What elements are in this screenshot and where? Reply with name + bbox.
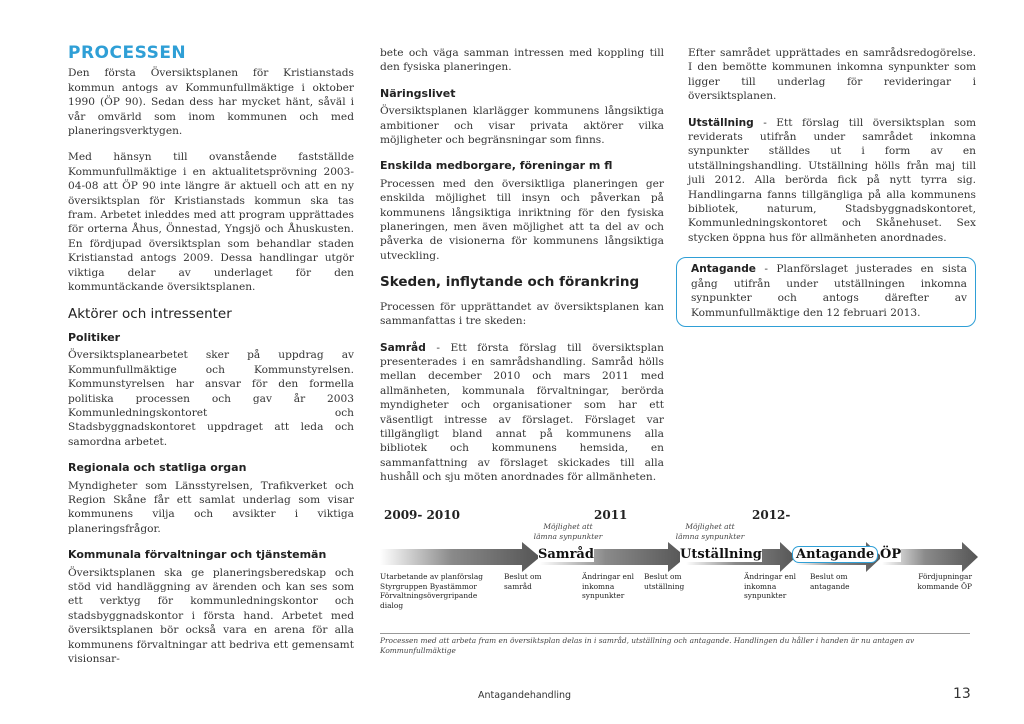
continued-paragraph: bete och väga samman intressen med koppling till den fysiska planeringen. xyxy=(380,47,664,74)
regional-paragraph: Myndigheter som Länsstyrelsen, Trafikverket och Region Skåne får ett samlat underlag som visar kommunens vilja och avsikter i viktiga planeringsfrågor. xyxy=(68,479,354,535)
label-fordjupningar: Fördjupningar kommande ÖP xyxy=(917,572,972,591)
label-beslut-samrad: Beslut om samråd xyxy=(504,572,542,591)
kommunala-heading: Kommunala förvaltningar och tjänstemän xyxy=(68,548,327,562)
utstallning-text: - Ett förslag till översiktsplan som reviderats utifrån under samrådet inkomna synpunkter ställdes ut i form av en utställningshandling. Utställning hölls från maj till juli 2012. Alla berörda fick på nytt tyrra sig. Handlingarna fanns tillgängliga på alla kommunens bibliotek, naturum, Stadsbyggnadskontoret, Kommunledningskontoret och Skånehuset. Sex stycken öppna hus för allmänheten anordnades. xyxy=(688,116,976,244)
arrow-segment-1 xyxy=(380,542,540,572)
antagande-text: - Planförslaget justerades en sista gång utifrån under utställningen inkomna synpunkter och antogs därefter av Kommunfullmäktige den 12 februari 2013. xyxy=(691,263,967,319)
politiker-paragraph: Översiktsplanearbetet sker på uppdrag av Kommunfullmäktige och Kommunstyrelsen. Kommunstyrelsen har ansvar för den formella politiska processen och gav år 2003 Kommunledningskontoret och Stadsbyggnadskontoret uppdraget att leda och samordna arbetet. xyxy=(68,349,354,448)
background-paragraph: Med hänsyn till ovanstående fastställde Kommunfullmäktige i en aktualitetsprövning 2003-04-08 att ÖP 90 inte längre är aktuell och att en ny översiktsplan för Kristianstads kommun ska tas fram. Arbetet inleddes med att program upprättades för orterna Åhus, Önnestad, Yngsjö och Åhuskusten. En fördjupad översiktsplan som behandlar staden Kristianstad antogs 2009. Dessa handlingar utgör viktiga delar av underlaget för den kommuntäckande översiktsplanen. xyxy=(68,151,354,294)
antagande-keyword: Antagande xyxy=(691,263,756,276)
naringslivet-paragraph: Översiktsplanen klarlägger kommunens långsiktiga ambitioner och visar privata aktörer vilka möjligheter och begränsningar som finns. xyxy=(380,105,664,147)
page-title: PROCESSEN xyxy=(68,43,187,63)
column-3 xyxy=(688,46,976,327)
actors-heading: Aktörer och intressenter xyxy=(68,305,232,322)
label-beslut-antagande: Beslut om antagande xyxy=(810,572,850,591)
utstallning-paragraph xyxy=(688,116,976,246)
utstallning-keyword: Utställning xyxy=(688,116,754,129)
caption-divider xyxy=(380,633,970,634)
column-1 xyxy=(68,43,354,678)
timeline-caption: Processen med att arbeta fram en översiktsplan delas in i samråd, utställning och antagande. Handlingen du håller i handen är nu antagen av Kommunfullmäktige xyxy=(380,636,915,655)
synpunkter-note-1: Möjlighet att lämna synpunkter xyxy=(533,522,603,541)
label-andringar-1: Ändringar enl inkomna synpunkter xyxy=(582,572,635,601)
footer-label: Antagandehandling xyxy=(478,690,572,701)
samrad-text: - Ett första förslag till översiktsplan presenterades i en samrådshandling. Samråd hölls mellan december 2010 och mars 2011 med allmänheten, kommunala förvaltningar, berörda myndigheter och organisationer som har ett väsentligt intresse av förslaget. Förslaget var tillgängligt bland annat på kommunens alla bibliotek och kommunens hemsida, en sammanfattning av förslaget skickades till alla hushåll och sju möten anordnades för allmänheten. xyxy=(380,341,664,484)
kommunala-paragraph: Översiktsplanen ska ge planeringsberedskap och stöd vid handläggning av ärenden och kan ses som ett verktyg för kommunledningskontor och stadsbyggnadskontor i första hand. Arbetet med översiktsplanen bör också vara en arena för alla kommunens förvaltningar att bedriva ett gemensamt visionsar- xyxy=(68,566,354,666)
stage-op: ÖP xyxy=(880,547,902,562)
antagande-box xyxy=(676,257,976,327)
efter-paragraph: Efter samrådet upprättades en samrådsredogörelse. I den bemötte kommunen inkomna synpunkter som ligger till underlag för revideringar i översiktsplanen. xyxy=(688,47,976,103)
skeden-paragraph: Processen för upprättandet av översiktsplanen kan sammanfattas i tre skeden: xyxy=(380,300,664,328)
year-2009-2010: 2009- 2010 xyxy=(384,508,460,522)
year-2012: 2012- xyxy=(752,508,791,522)
column-2 xyxy=(380,46,664,497)
timeline-arrow-graphic xyxy=(372,500,984,630)
process-timeline xyxy=(372,500,984,660)
year-2011: 2011 xyxy=(594,508,628,522)
label-andringar-2: Ändringar enl inkomna synpunkter xyxy=(744,572,797,601)
regional-heading: Regionala och statliga organ xyxy=(68,461,247,475)
skeden-heading: Skeden, inflytande och förankring xyxy=(380,274,640,291)
intro-paragraph: Den första Översiktsplanen för Kristianstads kommun antogs av Kommunfullmäktige i oktober 1990 (ÖP 90). Sedan dess har mycket hänt, såväl i vår omvärld som inom kommunen och med planeringsverktygen. xyxy=(68,67,354,138)
label-beslut-utstallning: Beslut om utställning xyxy=(644,572,685,591)
enskilda-heading: Enskilda medborgare, föreningar m fl xyxy=(380,159,613,173)
label-utarbetande: Utarbetande av planförslag Styrgruppen Byastämmor Förvaltningsövergripande dialog xyxy=(380,572,484,610)
page-number: 13 xyxy=(953,686,971,702)
stage-samrad: Samråd xyxy=(538,547,594,562)
politiker-heading: Politiker xyxy=(68,330,121,344)
stage-antagande: Antagande xyxy=(792,546,878,563)
samrad-paragraph xyxy=(380,341,664,485)
enskilda-paragraph: Processen med den översiktliga planeringen ger enskilda möjlighet till insyn och påverkan på kommunens långsiktiga inriktning för den fysiska planeringen, men även möjlighet att ta del av och påverka de visionerna för kommunens långsiktiga utveckling. xyxy=(380,177,664,262)
synpunkter-note-2: Möjlighet att lämna synpunkter xyxy=(675,522,745,541)
samrad-keyword: Samråd xyxy=(380,341,426,354)
naringslivet-heading: Näringslivet xyxy=(380,86,456,100)
stage-utstallning: Utställning xyxy=(680,547,762,562)
